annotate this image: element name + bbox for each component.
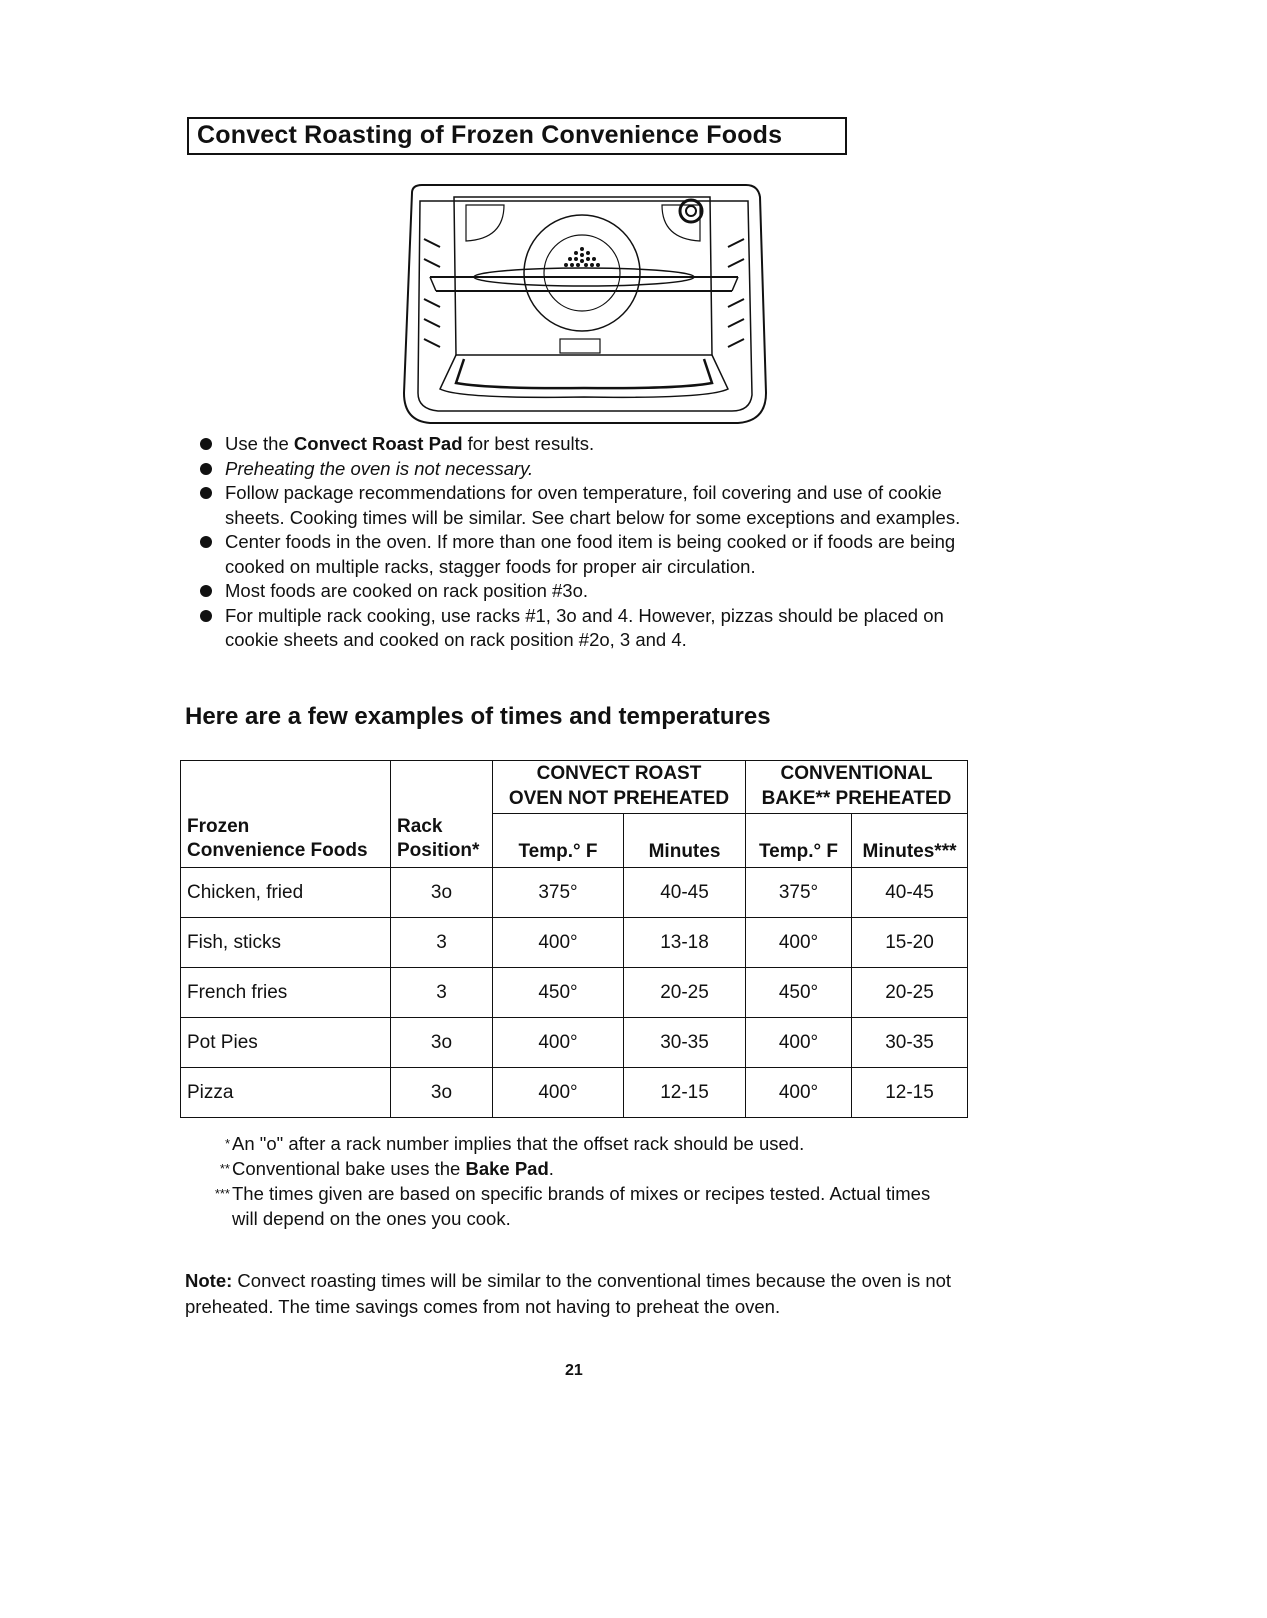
food-header-line1: Frozen bbox=[187, 816, 250, 837]
text-run: Bake Pad bbox=[465, 1158, 549, 1179]
text-run: For multiple rack cooking, use racks #1, 3o and 4. However, pizzas should be placed on cookie sheets and cooked on rack position #2o, 3 and 4. bbox=[225, 604, 944, 650]
text-run: Preheating the oven is not necessary. bbox=[225, 457, 534, 479]
table-row bbox=[181, 968, 968, 1018]
footnotes bbox=[200, 1131, 960, 1231]
conventional-temp-cell: 400° bbox=[746, 1018, 852, 1068]
conventional-bake-group-header bbox=[746, 761, 968, 814]
table-row bbox=[181, 868, 968, 918]
conventional-minutes-cell: 12-15 bbox=[852, 1068, 968, 1118]
note-paragraph bbox=[185, 1268, 975, 1320]
conventional-minutes-cell: 20-25 bbox=[852, 968, 968, 1018]
convect-minutes-cell: 20-25 bbox=[624, 968, 746, 1018]
bullet-dot-icon bbox=[200, 610, 212, 622]
text-run: for best results. bbox=[462, 433, 595, 454]
convect-minutes-cell: 13-18 bbox=[624, 918, 746, 968]
convect-minutes-cell: 40-45 bbox=[624, 868, 746, 918]
text-run: An "o" after a rack number implies that the offset rack should be used. bbox=[232, 1133, 805, 1154]
text-run: Conventional bake uses the bbox=[232, 1158, 466, 1179]
section-title-box bbox=[187, 117, 847, 155]
rack-cell: 3o bbox=[391, 1068, 493, 1118]
convect-temp-cell: 450° bbox=[493, 968, 624, 1018]
convect-header-line1: CONVECT ROAST bbox=[536, 763, 702, 784]
convect-minutes-cell: 12-15 bbox=[624, 1068, 746, 1118]
table-row bbox=[181, 1068, 968, 1118]
tip-item bbox=[200, 432, 990, 457]
convect-temp-cell: 400° bbox=[493, 1068, 624, 1118]
tip-item bbox=[200, 579, 990, 604]
rack-cell: 3o bbox=[391, 1018, 493, 1068]
bullet-dot-icon bbox=[200, 463, 212, 475]
bullet-dot-icon bbox=[200, 536, 212, 548]
footnote-mark: * bbox=[224, 1136, 230, 1151]
rack-header-line2: Position* bbox=[397, 840, 480, 861]
tips-list bbox=[200, 432, 990, 653]
convect-temp-cell: 400° bbox=[493, 918, 624, 968]
footnote bbox=[200, 1131, 960, 1156]
rack-header-line1: Rack bbox=[397, 816, 443, 837]
food-cell: Pizza bbox=[181, 1068, 391, 1118]
bullet-dot-icon bbox=[200, 438, 212, 450]
cooking-chart-table bbox=[180, 760, 968, 1118]
food-header-line2: Convenience Foods bbox=[187, 840, 368, 861]
tip-item bbox=[200, 481, 990, 530]
text-run: Follow package recommendations for oven temperature, foil covering and use of cookie sheets. Cooking times will be similar. See chart below for some exceptions and examples. bbox=[225, 482, 961, 528]
table-row bbox=[181, 1018, 968, 1068]
convect-minutes-header: Minutes bbox=[624, 814, 746, 868]
food-cell: Chicken, fried bbox=[181, 868, 391, 918]
rack-cell: 3 bbox=[391, 968, 493, 1018]
convect-minutes-cell: 30-35 bbox=[624, 1018, 746, 1068]
text-run: . bbox=[548, 1158, 554, 1179]
food-cell: Fish, sticks bbox=[181, 918, 391, 968]
conventional-temp-cell: 400° bbox=[746, 1068, 852, 1118]
text-run: The times given are based on specific brands of mixes or recipes tested. Actual times will depend on the ones you cook. bbox=[232, 1183, 931, 1229]
table-row bbox=[181, 918, 968, 968]
rack-column-header bbox=[391, 761, 493, 868]
bullet-dot-icon bbox=[200, 487, 212, 499]
convect-header-line2: OVEN NOT PREHEATED bbox=[508, 788, 730, 809]
food-cell: French fries bbox=[181, 968, 391, 1018]
conventional-temp-cell: 375° bbox=[746, 868, 852, 918]
examples-heading: Here are a few examples of times and temperatures bbox=[185, 703, 771, 730]
conventional-temp-cell: 450° bbox=[746, 968, 852, 1018]
conventional-minutes-header: Minutes*** bbox=[852, 814, 968, 868]
conventional-minutes-cell: 30-35 bbox=[852, 1018, 968, 1068]
tip-item bbox=[200, 530, 990, 579]
note-text: Convect roasting times will be similar to the conventional times because the oven is not preheated. The time savings comes from not having to preheat the oven. bbox=[185, 1270, 952, 1317]
conventional-minutes-cell: 15-20 bbox=[852, 918, 968, 968]
food-cell: Pot Pies bbox=[181, 1018, 391, 1068]
text-run: Center foods in the oven. If more than one food item is being cooked or if foods are being cooked on multiple racks, stagger foods for proper air circulation. bbox=[225, 531, 956, 577]
footnote-mark: *** bbox=[214, 1186, 230, 1201]
conventional-minutes-cell: 40-45 bbox=[852, 868, 968, 918]
tip-item bbox=[200, 457, 990, 482]
page-number: 21 bbox=[565, 1362, 583, 1379]
convect-temp-cell: 375° bbox=[493, 868, 624, 918]
rack-cell: 3 bbox=[391, 918, 493, 968]
text-run: Use the bbox=[225, 433, 294, 454]
section-title: Convect Roasting of Frozen Convenience Foods bbox=[197, 121, 783, 149]
conventional-header-line2: BAKE** PREHEATED bbox=[761, 788, 952, 809]
footnote bbox=[200, 1181, 960, 1231]
convect-roast-group-header bbox=[493, 761, 746, 814]
text-run: Convect Roast Pad bbox=[293, 433, 463, 454]
convect-temp-header: Temp.° F bbox=[493, 814, 624, 868]
conventional-header-line1: CONVENTIONAL bbox=[780, 763, 933, 784]
rack-cell: 3o bbox=[391, 868, 493, 918]
note-label: Note: bbox=[185, 1270, 233, 1291]
tip-item bbox=[200, 604, 990, 653]
food-column-header bbox=[181, 761, 391, 868]
conventional-temp-cell: 400° bbox=[746, 918, 852, 968]
text-run: Most foods are cooked on rack position #3o. bbox=[225, 580, 589, 601]
conventional-temp-header: Temp.° F bbox=[746, 814, 852, 868]
footnote bbox=[200, 1156, 960, 1181]
footnote-mark: ** bbox=[219, 1161, 230, 1176]
convect-temp-cell: 400° bbox=[493, 1018, 624, 1068]
bullet-dot-icon bbox=[200, 585, 212, 597]
oven-illustration bbox=[400, 183, 768, 426]
